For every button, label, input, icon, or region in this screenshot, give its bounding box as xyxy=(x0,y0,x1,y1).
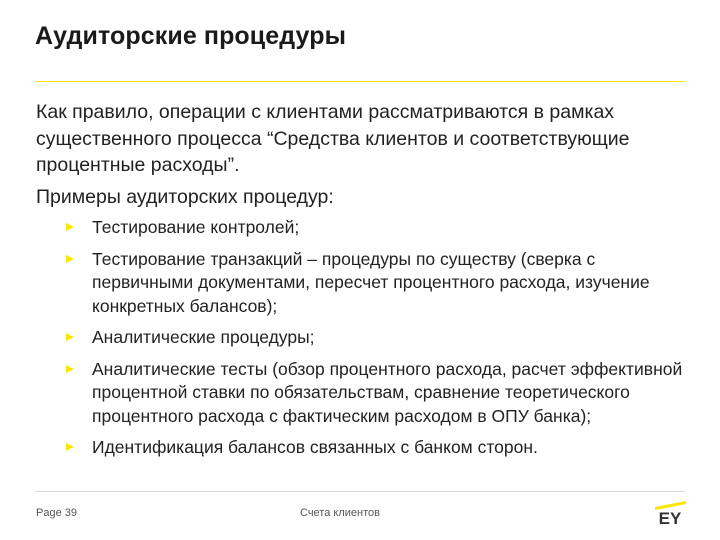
list-item-text: Идентификация балансов связанных с банком сторон. xyxy=(92,437,538,457)
footer-caption: Счета клиентов xyxy=(300,507,380,519)
list-item-text: Тестирование контролей; xyxy=(92,217,300,237)
bullet-arrow-icon xyxy=(66,365,74,373)
list-item-text: Тестирование транзакций – процедуры по существу (сверка с первичными документами, пересчет процентного расхода, изучение конкретных балансов); xyxy=(92,248,650,316)
procedure-list xyxy=(36,216,686,460)
bullet-arrow-icon xyxy=(66,443,74,451)
list-item xyxy=(36,248,686,319)
bullet-arrow-icon xyxy=(66,223,74,231)
examples-heading: Примеры аудиторских процедур: xyxy=(36,185,334,208)
bullet-arrow-icon xyxy=(66,333,74,341)
footer-divider xyxy=(35,491,685,492)
bullet-arrow-icon xyxy=(66,255,74,263)
list-item xyxy=(36,358,686,429)
ey-logo xyxy=(652,500,688,526)
list-item-text: Аналитические процедуры; xyxy=(92,327,315,347)
list-item-text: Аналитические тесты (обзор процентного расхода, расчет эффективной процентной ставки по обязательствам, сравнение теоретического процентного расхода с фактическим расходом в ОПУ банка); xyxy=(92,358,683,426)
intro-paragraph: Как правило, операции с клиентами рассматриваются в рамках существенного процесса “Средства клиентов и соответствующие процентные расходы”. xyxy=(36,101,630,176)
slide-body xyxy=(36,99,686,468)
logo-text: EY xyxy=(658,509,682,526)
list-item xyxy=(36,326,686,350)
list-item xyxy=(36,216,686,240)
list-item xyxy=(36,436,686,460)
title-underline xyxy=(35,81,685,82)
page-number: Page 39 xyxy=(36,507,77,519)
slide-title: Аудиторские процедуры xyxy=(35,22,347,50)
